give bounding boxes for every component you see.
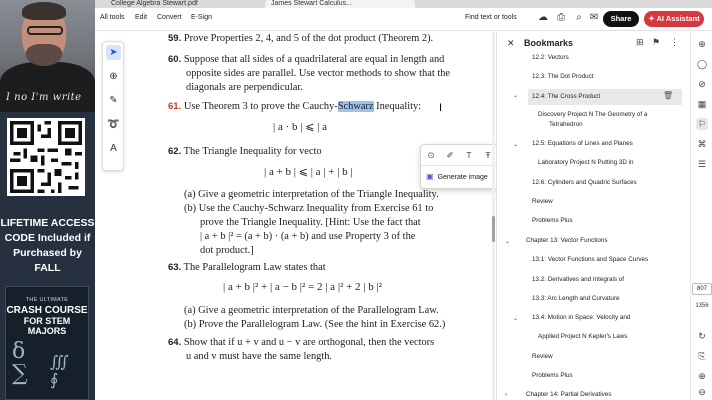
ai-assistant-label: AI Assistant [656,14,700,23]
webcam-shirt-text: I no I'm write [6,92,82,103]
bookmark-item[interactable]: 12.5: Equations of Lines and Planes [532,140,633,147]
sparkle-icon: ✦ [648,14,657,23]
tab-stewart-calculus[interactable]: James Stewart Calculus... [265,0,415,8]
promo-line-1: LIFETIME ACCESS [0,217,95,229]
highlight-icon[interactable]: ✐ [446,150,454,160]
link-icon[interactable]: ⊘ [698,79,706,89]
add-bookmark-icon[interactable]: ⊞ [636,37,644,47]
exercise-62b-line4: dot product.] [200,245,254,256]
trash-icon[interactable]: 🗑 [663,91,674,100]
right-rail [690,32,712,400]
menu-convert[interactable]: Convert [157,14,182,21]
exercise-61 [168,100,421,113]
pages-icon[interactable]: ▦ [697,99,707,109]
exercise-text: The Parallelogram Law states that [183,262,326,273]
find-text-button[interactable]: Find text or tools [465,14,517,21]
document-viewer[interactable] [95,32,491,400]
cauchy-schwarz-equation: | a · b | ⩽ | a [273,121,328,133]
exercise-text: Inequality: [373,101,422,112]
book-cover [5,286,89,400]
bookmark-item[interactable]: Review [532,198,553,205]
exercise-number: 63. [168,262,182,273]
add-icon[interactable]: ⊕ [698,39,706,49]
chevron-down-icon[interactable]: ⌄ [505,239,511,245]
webcam-glasses [27,26,63,35]
exercise-60-line2: opposite sides are parallel. Use vector methods to show that the [186,68,451,79]
close-icon[interactable]: ✕ [507,38,515,48]
zoom-icon[interactable]: ⊕ [109,71,118,82]
bookmark-item[interactable]: Chapter 13: Vector Functions [526,237,608,244]
bookmark-item[interactable]: Discovery Project N The Geometry of a [538,111,648,118]
scrollbar-thumb[interactable] [492,216,495,242]
bookmark-item[interactable]: Laboratory Project N Putting 3D in [538,159,634,166]
more-options-icon[interactable]: ⋮ [670,37,679,47]
print-icon[interactable]: ⎙ [557,12,565,23]
bookmark-item[interactable]: 13.3: Arc Length and Curvature [532,295,620,302]
exercise-63 [168,261,326,274]
ai-assistant-button[interactable] [644,11,704,27]
parallelogram-law-equation: | a + b |² + | a − b |² = 2 | a |² + 2 | b |² [223,281,382,293]
bookmark-item[interactable]: 12.2: Vectors [532,54,569,61]
tab-college-algebra[interactable]: College Algebra Stewart.pdf [111,0,198,7]
book-title-2: FOR STEM MAJORS [23,316,71,336]
document-scrollbar[interactable] [492,32,495,400]
strikethrough-icon[interactable]: Ŧ [485,150,491,160]
exercise-number: 60. [168,54,182,65]
exercise-text: Use Theorem 3 to prove the Cauchy- [183,101,338,112]
qr-code[interactable] [7,118,85,196]
share-button[interactable]: Share [603,11,639,27]
bookmark-item[interactable]: Chapter 14: Partial Derivatives [526,391,612,398]
attachment-icon[interactable]: ⌘ [697,139,707,149]
page-total: 1356 [695,303,709,309]
bookmarks-header [497,32,691,52]
book-series: THE ULTIMATE [25,297,69,303]
bookmark-item[interactable]: 12.3: The Dot Product [532,73,594,80]
text-cursor-icon: I [439,102,443,114]
text-tool-icon[interactable]: A [110,143,117,154]
generate-image-label: Generate image [437,174,488,181]
chevron-down-icon[interactable]: ⌄ [513,142,519,148]
chevron-right-icon[interactable]: › [505,392,507,398]
webcam-shirt [0,62,95,112]
left-overlay [0,0,95,400]
menu-edit[interactable]: Edit [135,14,148,21]
webcam-feed [0,0,95,112]
book-title-1: CRASH COURSE [6,305,88,316]
save-icon[interactable]: ⎘ [698,351,706,361]
book-math-art-2: ∭ ∮ [50,352,69,389]
bookmarks-panel [496,32,690,400]
exercise-text: Show that if u + v and u − v are orthogonal, then the vectors [183,337,435,348]
exercise-text: The Triangle Inequality for vecto [183,146,322,157]
triangle-inequality-equation: | a + b | ⩽ | a | + | b | [264,166,353,178]
exercise-62b-line3: | a + b |² = (a + b) · (a + b) and use Property 3 of the [200,231,416,242]
chevron-down-icon[interactable]: ⌄ [513,93,519,99]
bookmark-item: Tetrahedron [549,121,583,128]
exercise-text: Prove Properties 2, 4, and 5 of the dot product (Theorem 2). [183,33,434,44]
layers-icon[interactable]: ☰ [697,159,707,169]
bookmark-item[interactable]: Problems Plus [532,372,573,379]
exercise-59 [168,32,433,45]
title-bar [95,0,712,8]
bookmark-item[interactable]: 13.4: Motion in Space: Velocity and [532,314,631,321]
exercise-60 [168,53,444,66]
tool-palette [102,41,124,171]
bookmark-icon[interactable]: ⚑ [652,37,661,47]
exercise-63b: (b) Prove the Parallelogram Law. (See the hint in Exercise 62.) [184,319,446,330]
bookmark-item[interactable]: 13.1: Vector Functions and Space Curves [532,256,649,263]
mail-icon[interactable]: ✉ [589,12,599,23]
exercise-number: 61. [168,101,182,112]
menu-all-tools[interactable]: All tools [100,14,125,21]
image-sparkle-icon: ▣ [426,172,434,181]
exercise-64 [168,336,434,349]
search-icon[interactable]: ⌕ [576,12,582,23]
bookmark-item[interactable]: 12.6: Cylinders and Quadric Surfaces [532,179,637,186]
exercise-60-line3: diagonals are perpendicular. [186,82,303,93]
menu-esign[interactable]: E-Sign [191,14,213,21]
promo-line-3: Purchased by FALL [13,247,82,274]
exercise-number: 64. [168,337,182,348]
exercise-64-line2: u and v must have the same length. [186,351,333,362]
lasso-icon[interactable]: ➰ [107,119,120,130]
bookmarks-icon[interactable]: ⚐ [697,119,707,129]
bookmark-item-active[interactable]: 12.4: The Cross Product [528,89,682,105]
exercise-62b-line1: (b) Use the Cauchy-Schwarz Inequality from Exercise 61 to [184,203,434,214]
promo-text [0,216,95,276]
selected-text[interactable]: Schwarz [337,101,374,112]
page-number-input[interactable]: 807 [692,283,712,295]
exercise-62b-line2: prove the Triangle Inequality. [Hint: Use the fact that [200,217,421,228]
exercise-62a: (a) Give a geometric interpretation of the Triangle Inequality. [184,189,439,200]
refresh-icon[interactable]: ↻ [698,331,706,341]
zoom-out-icon[interactable]: ⊖ [698,387,706,397]
bookmark-item[interactable]: Review [532,353,553,360]
copy-icon[interactable]: ⊙ [427,150,435,160]
comment-icon[interactable]: ◯ [696,59,708,69]
exercise-text: Suppose that all sides of a quadrilateral are equal in length and [183,54,445,65]
pen-icon[interactable]: ✎ [109,95,118,106]
exercise-number: 59. [168,33,182,44]
cloud-upload-icon[interactable]: ☁ [538,12,548,23]
exercise-number: 62. [168,146,182,157]
bookmark-item[interactable]: 13.2: Derivatives and Integrals of [532,276,625,283]
bookmarks-title: Bookmarks [524,38,574,48]
exercise-63a: (a) Give a geometric interpretation of the Parallelogram Law. [184,305,439,316]
webcam-hair [22,2,66,20]
bookmark-item[interactable]: Applied Project N Kepler's Laws [538,333,628,340]
text-icon[interactable]: T [466,150,472,160]
book-math-art: δ ∑ [12,339,28,386]
webcam-beard [26,44,62,66]
main-toolbar [95,8,712,31]
generate-image-item[interactable] [426,172,488,181]
bookmark-item[interactable]: Problems Plus [532,217,573,224]
promo-line-2: CODE Included if [4,232,91,244]
select-cursor-icon[interactable]: ➤ [106,45,121,60]
chevron-down-icon[interactable]: ⌄ [513,316,519,322]
exercise-62 [168,145,322,158]
zoom-in-icon[interactable]: ⊕ [698,371,706,381]
